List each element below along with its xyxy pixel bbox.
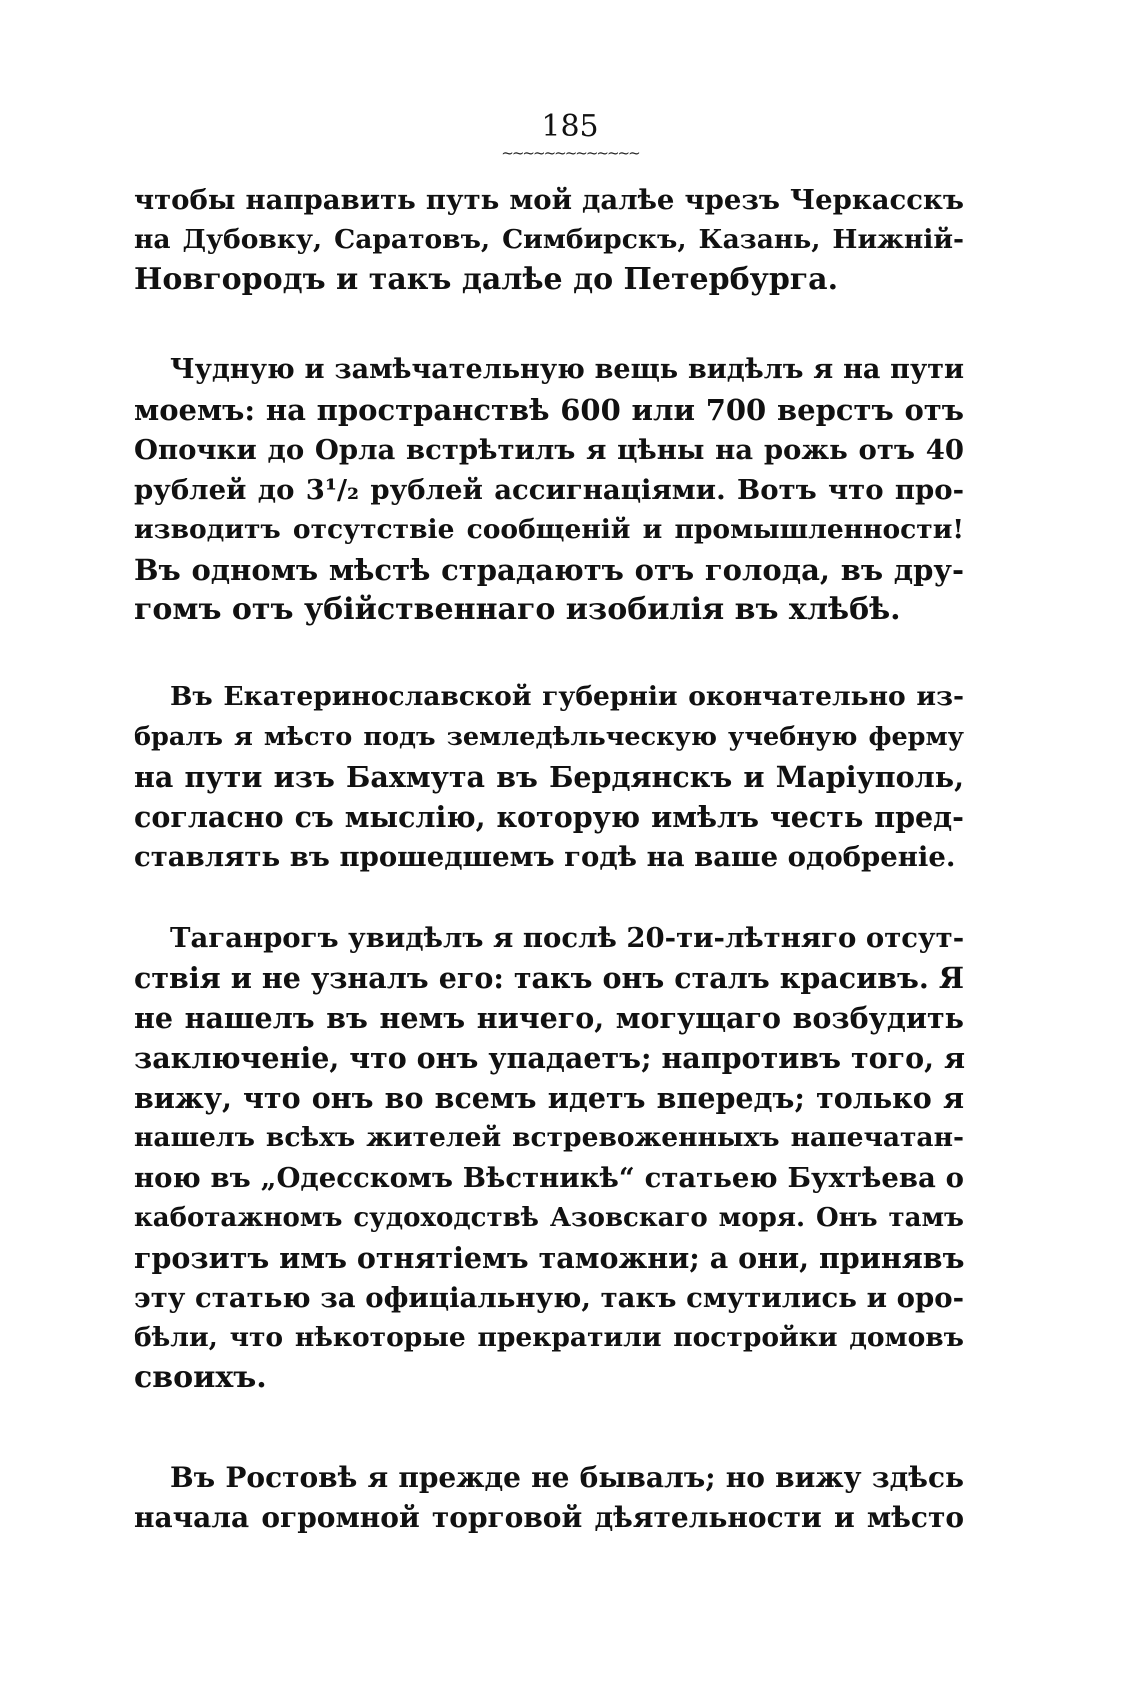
paragraph-2	[134, 350, 964, 630]
page-number: 185	[541, 109, 599, 144]
text-line: изводитъ отсутствіе сообщеній и промышленности!	[134, 514, 964, 545]
text-line: Въ Ростовѣ я прежде не бывалъ; но вижу здѣсь	[170, 1461, 964, 1494]
text-line: нашелъ всѣхъ жителей встревоженныхъ напечатан-	[134, 1122, 964, 1153]
text-line: каботажномъ судоходствѣ Азовскаго моря. Онъ тамъ	[134, 1203, 964, 1233]
text-line: своихъ.	[134, 1360, 267, 1395]
text-line: ставлять въ прошедшемъ годѣ на ваше одобреніе.	[134, 841, 956, 873]
paragraph-5	[134, 1458, 964, 1538]
text-line: Чудную и замѣчательную вещь видѣлъ я на пути	[170, 354, 964, 385]
text-line: на Дубовку, Саратовъ, Симбирскъ, Казань, Нижній-	[134, 224, 964, 255]
text-line: ною въ „Одесскомъ Вѣстникѣ“ статьею Бухтѣева о	[134, 1162, 964, 1194]
text-line: Въ Екатеринославской губерніи окончательно из-	[170, 681, 964, 712]
text-line: моемъ: на пространствѣ 600 или 700 верстъ отъ	[134, 393, 964, 427]
text-line: Въ одномъ мѣстѣ страдаютъ отъ голода, въ дру-	[134, 553, 964, 587]
text-line: начала огромной торговой дѣятельности и мѣсто	[134, 1501, 964, 1534]
text-line: Таганрогъ увидѣлъ я послѣ 20-ти-лѣтняго отсут-	[170, 922, 965, 954]
text-line: бѣли, что нѣкоторые прекратили постройки домовъ	[134, 1322, 964, 1353]
text-line: не нашелъ въ немъ ничего, могущаго возбудить	[134, 1001, 964, 1035]
paragraph-1	[134, 180, 964, 300]
text-line: Опочки до Орла встрѣтилъ я цѣны на рожь отъ 40	[134, 434, 964, 466]
text-line: на пути изъ Бахмута въ Бердянскъ и Маріуполь,	[134, 760, 964, 794]
text-line: Новгородъ и такъ далѣе до Петербурга.	[134, 262, 839, 297]
text-line: бралъ я мѣсто подъ земледѣльческую учебную ферму	[134, 722, 964, 752]
text-line: рублей до 3¹/₂ рублей ассигнаціями. Вотъ что про-	[134, 474, 964, 506]
text-line: чтобы направить путь мой далѣе чрезъ Черкасскъ	[134, 184, 964, 216]
text-line: грозитъ имъ отнятіемъ таможни; а они, принявъ	[134, 1241, 965, 1275]
text-line: гомъ отъ убійственнаго изобилія въ хлѣбѣ.	[134, 592, 901, 627]
paragraph-4	[134, 918, 964, 1398]
page-number-ornament: ~~~~~~~~~~~~~	[501, 144, 639, 162]
text-line: вижу, что онъ во всемъ идетъ впередъ; только я	[134, 1081, 964, 1115]
text-line: эту статью за офиціальную, такъ смутились и оро-	[134, 1282, 964, 1314]
text-line: заключеніе, что онъ упадаетъ; напротивъ того, я	[134, 1041, 965, 1075]
text-line: ствія и не узналъ его: такъ онъ сталъ красивъ. Я	[134, 961, 964, 995]
text-line: согласно съ мыслію, которую имѣлъ честь пред-	[134, 800, 964, 834]
paragraph-3	[134, 677, 964, 877]
